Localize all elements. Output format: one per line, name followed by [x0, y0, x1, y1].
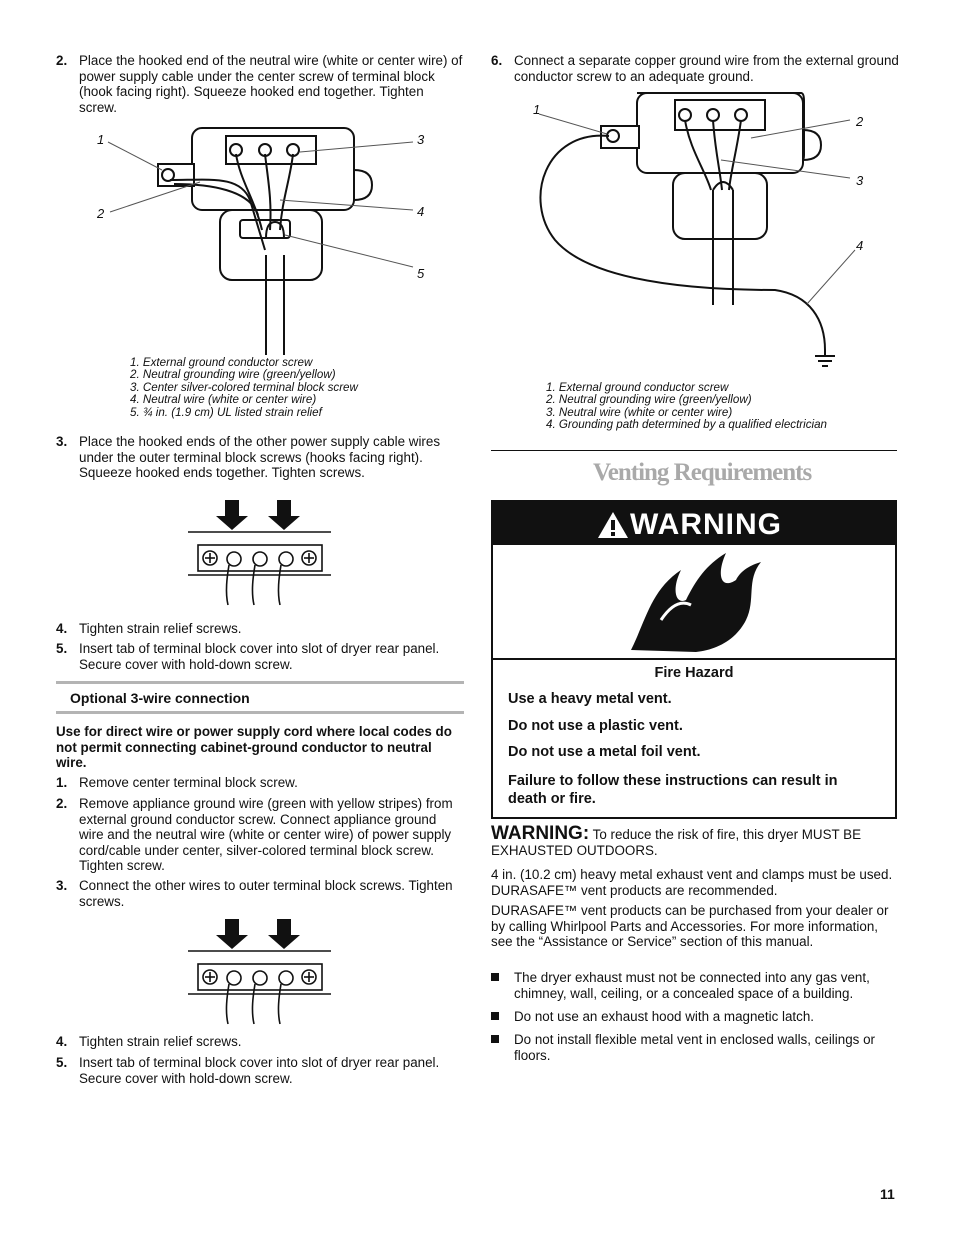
warning-header [493, 502, 895, 545]
step-text: Place the hooked ends of the other power supply cable wires under the outer terminal block screws (hooks facing right). Squeeze hooked ends together. Tighten screws. [79, 434, 441, 480]
warning-line: Do not use a metal foil vent. [508, 744, 701, 760]
callout-4: 4 [856, 238, 864, 253]
callout-1: 1 [97, 132, 105, 147]
terminal-block-arrows-illustration [183, 497, 335, 607]
legend-item: 4. Neutral wire (white or center wire) [130, 393, 317, 407]
step-number: 6. [491, 53, 503, 68]
vent-paragraph-1: 4 in. (10.2 cm) heavy metal exhaust vent and clamps must be used. DURASAFE™ vent products are recommended. [491, 867, 893, 898]
legend-item: 1. External ground conductor screw [546, 381, 729, 394]
optional-intro: Use for direct wire or power supply cord where local codes do not permit connecting cabinet-ground conductor to neutral wire. [56, 724, 452, 770]
callout-4: 4 [417, 204, 425, 219]
warning-line: Do not use a plastic vent. [508, 718, 683, 734]
fire-hazard-title: Fire Hazard [654, 665, 734, 681]
figure-ground-wire [525, 90, 875, 375]
warning-line: Use a heavy metal vent. [508, 691, 672, 707]
warning-line: Failure to follow these instructions can result in death or fire. [508, 773, 838, 807]
figure-terminal-block-arrows-2 [183, 916, 335, 1026]
step-text: Tighten strain relief screws. [79, 1034, 242, 1049]
ground-wire-illustration [525, 90, 875, 375]
figure-1-legend [130, 357, 358, 419]
legend-item: 1. External ground conductor screw [130, 356, 313, 369]
warning-label: WARNING: [491, 823, 590, 844]
step-text: Insert tab of terminal block cover into slot of dryer rear panel. Secure cover with hold-down screw. [79, 1055, 440, 1086]
bullet-square-icon [491, 1012, 499, 1020]
fire-image-panel [493, 545, 895, 660]
legend-item: 3. Neutral wire (white or center wire) [546, 405, 733, 419]
warning-box [491, 500, 897, 819]
step-number: 2. [56, 53, 68, 68]
warning-paragraph [491, 823, 897, 858]
step-text: Remove appliance ground wire (green with yellow stripes) from external ground conductor screw. Connect appliance ground wire and the neutral wire (white or center wire) of power supply cord/cable under center, silver-colored terminal block screw. Tighten screw. [79, 796, 453, 873]
vent-paragraph-2: DURASAFE™ vent products can be purchased from your dealer or by calling Whirlpool Parts and Accessories. For more information, see the “Assistance or Service” section of this manual. [491, 903, 889, 949]
step-text: Tighten strain relief screws. [79, 621, 242, 636]
callout-3: 3 [856, 173, 864, 188]
legend-item: 5. ¾ in. (1.9 cm) UL listed strain relief [130, 405, 322, 419]
step-number: 3. [56, 434, 68, 449]
legend-item: 3. Center silver-colored terminal block screw [130, 380, 358, 394]
terminal-block-arrows-illustration [183, 916, 335, 1026]
section-title: Venting Requirements [593, 459, 812, 486]
callout-5: 5 [417, 266, 425, 281]
callout-1: 1 [533, 102, 541, 117]
figure-terminal-block-4wire [90, 120, 440, 355]
legend-item: 4. Grounding path determined by a qualified electrician [546, 418, 828, 432]
step-text: Connect the other wires to outer terminal block screws. Tighten screws. [79, 878, 453, 909]
bullet-square-icon [491, 1035, 499, 1043]
step-number: 4. [56, 1034, 68, 1049]
step-text: Place the hooked end of the neutral wire (white or center wire) of power supply cable under the center screw of terminal block (hook facing right). Squeeze hooked end together. Tighten screw. [79, 53, 463, 115]
bullet-square-icon [491, 973, 499, 981]
step-number: 1. [56, 775, 68, 790]
legend-item: 2. Neutral grounding wire (green/yellow) [546, 393, 752, 407]
optional-heading: Optional 3-wire connection [70, 690, 250, 706]
step-number: 5. [56, 1055, 68, 1070]
figure-terminal-block-arrows [183, 497, 335, 607]
warning-triangle-icon [596, 510, 630, 540]
step-text: Remove center terminal block screw. [79, 775, 298, 790]
page-number: 11 [880, 1186, 895, 1202]
step-number: 2. [56, 796, 68, 811]
legend-item: 2. Neutral grounding wire (green/yellow) [130, 368, 336, 382]
step-text: Connect a separate copper ground wire from the external ground conductor screw to an adequate ground. [514, 53, 899, 84]
divider [56, 711, 464, 714]
divider [56, 681, 464, 684]
step-number: 5. [56, 641, 68, 656]
step-number: 4. [56, 621, 68, 636]
warning-text: To reduce the risk of fire, this dryer MUST BE EXHAUSTED OUTDOORS. [491, 827, 862, 858]
step-number: 3. [56, 878, 68, 893]
callout-3: 3 [417, 132, 425, 147]
terminal-block-illustration [90, 120, 440, 355]
fire-hazard-icon [626, 550, 766, 658]
section-rule [491, 450, 897, 451]
figure-2-legend [546, 382, 827, 432]
warning-header-text: WARNING [630, 508, 782, 541]
callout-2: 2 [97, 206, 105, 221]
callout-2: 2 [856, 114, 864, 129]
step-text: Insert tab of terminal block cover into slot of dryer rear panel. Secure cover with hold-down screw. [79, 641, 440, 672]
